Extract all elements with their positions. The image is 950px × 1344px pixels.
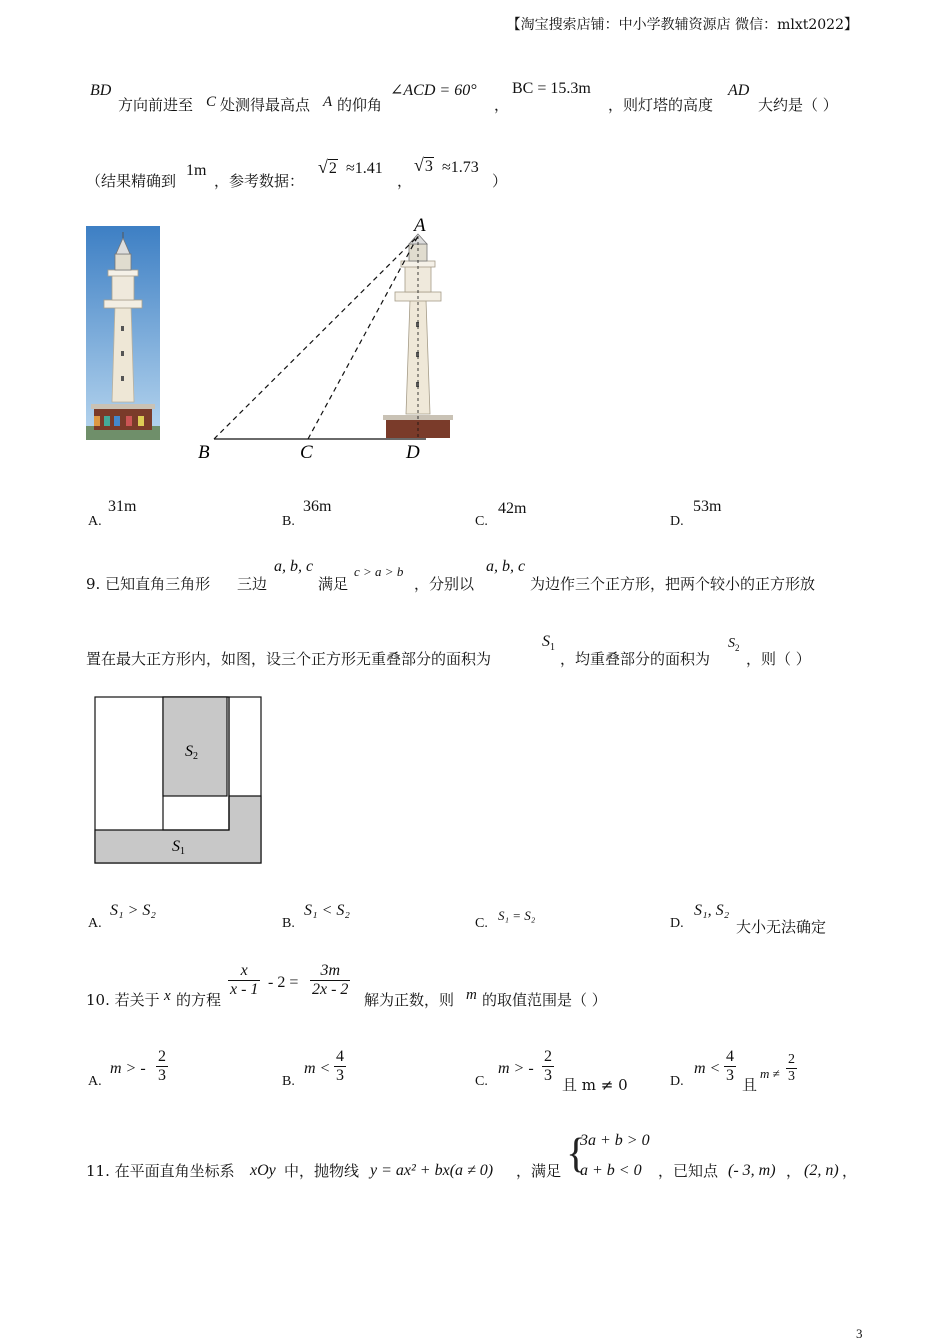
q9-vars: a, b, c xyxy=(274,558,314,575)
q9-option-b-value[interactable]: S₁ < S₂ xyxy=(304,902,350,919)
label-a: A xyxy=(414,215,426,236)
q8-note-unit: 1m xyxy=(186,162,207,179)
q9-vars2: a, b, c xyxy=(486,558,526,575)
sqrt3-expr: √3 xyxy=(414,155,433,175)
q8-text2: 处测得最高点 xyxy=(220,96,311,114)
q9-option-d-suffix[interactable]: 大小无法确定 xyxy=(736,918,827,936)
q10-option-c-label[interactable]: C. xyxy=(475,1074,488,1089)
q9-option-d-label[interactable]: D. xyxy=(670,916,684,931)
q8-note-ref: ，参考数据： xyxy=(214,172,305,190)
q10-option-a-label[interactable]: A. xyxy=(88,1074,102,1089)
label-b: B xyxy=(198,442,210,463)
q8-point-c: C xyxy=(206,94,217,110)
system-brace-icon: { xyxy=(566,1131,587,1177)
q11-point1: (- 3, m) xyxy=(728,1162,776,1179)
q10-option-d-frac[interactable]: $\frac{4}{3}$ xyxy=(726,1048,734,1084)
page-number: 3 xyxy=(856,1326,863,1341)
q9-s2: $S_2$ xyxy=(728,636,740,653)
q10-option-c-frac[interactable]: $\frac{2}{3}$ xyxy=(544,1048,552,1084)
q11-point2: (2, n) xyxy=(804,1162,839,1179)
q8-angle: ∠ACD = 60° xyxy=(390,82,477,99)
sqrt2-expr: √2 xyxy=(318,157,337,177)
q8-ad: AD xyxy=(728,82,750,99)
q11-text1: 中，抛物线 xyxy=(284,1162,360,1180)
squares-figure xyxy=(92,694,266,866)
q10-text2: 解为正数，则 xyxy=(364,991,455,1009)
label-s1: S1 xyxy=(172,838,185,857)
q9-line1-d: ，分别以 xyxy=(414,575,475,593)
q10-option-d-lhs[interactable]: m < xyxy=(694,1060,721,1077)
q8-note-sep: ， xyxy=(397,172,413,190)
q10-option-c-tail[interactable]: 且 m ≠ 0 xyxy=(562,1076,628,1094)
label-s2: S2 xyxy=(185,743,198,762)
sqrt2-value: 2 xyxy=(328,160,337,177)
q9-line2-a: 置在最大正方形内，如图，设三个正方形无重叠部分的面积为 xyxy=(86,650,492,668)
q9-option-c-value[interactable]: S₁ = S₂ xyxy=(498,908,536,923)
q10-option-d-frac2[interactable]: $\frac{2}{3}$ xyxy=(788,1052,795,1084)
q8-text5: 大约是（ ） xyxy=(758,96,838,114)
s2-region xyxy=(163,697,227,796)
q8-option-d-label[interactable]: D. xyxy=(670,514,684,529)
q8-text1: 方向前进至 xyxy=(118,96,194,114)
q9-line1-a: 9. 已知直角三角形 xyxy=(86,575,211,593)
q10-minus2: - 2 = xyxy=(268,974,299,991)
lighthouse-photo xyxy=(86,226,160,440)
q8-bc: BC = 15.3m xyxy=(512,80,591,97)
q9-line2-c: ，则（ ） xyxy=(746,650,811,668)
q10-prefix: 10. 若关于 xyxy=(86,991,160,1009)
q8-option-b-label[interactable]: B. xyxy=(282,514,295,529)
q9-line1-e: 为边作三个正方形，把两个较小的正方形放 xyxy=(530,575,816,593)
q8-seg-bd: BD xyxy=(90,82,112,99)
q8-option-a-label[interactable]: A. xyxy=(88,514,102,529)
lighthouse-figure xyxy=(190,212,460,470)
q10-text3: 的取值范围是（ ） xyxy=(482,991,607,1009)
q10-option-b-frac[interactable]: $\frac{4}{3}$ xyxy=(336,1048,344,1084)
q9-option-a-value[interactable]: S₁ > S₂ xyxy=(110,902,156,919)
q10-frac2-den: 2x - 2 xyxy=(312,981,349,998)
sqrt2-approx: ≈1.41 xyxy=(346,160,383,177)
q11-ineq2: a + b < 0 xyxy=(580,1162,642,1179)
q10-text1: 的方程 xyxy=(176,991,222,1009)
q10-fraction-1 xyxy=(228,962,260,999)
page-header: 【淘宝搜索店铺：中小学教辅资源店 微信：mlxt2022】 xyxy=(506,17,858,33)
q10-var-x: x xyxy=(164,988,171,1004)
q8-comma: ， xyxy=(494,96,510,114)
q9-line1-b: 三边 xyxy=(237,575,268,593)
q8-option-a-value[interactable]: 31m xyxy=(108,498,137,515)
q8-text4: ，则灯塔的高度 xyxy=(608,96,714,114)
q10-option-a-lhs[interactable]: m > - xyxy=(110,1060,146,1077)
q9-option-c-label[interactable]: C. xyxy=(475,916,488,931)
q10-option-c-lhs[interactable]: m > - xyxy=(498,1060,534,1077)
q9-s1: $S_1$ xyxy=(542,633,555,654)
q11-parabola: y = ax² + bx(a ≠ 0) xyxy=(370,1162,494,1179)
q9-option-b-label[interactable]: B. xyxy=(282,916,295,931)
q11-xoy: xOy xyxy=(250,1162,276,1179)
q9-condition: c > a > b xyxy=(354,564,404,579)
q10-option-d-label[interactable]: D. xyxy=(670,1074,684,1089)
q11-text2: ，满足 xyxy=(516,1162,562,1180)
sight-line-ba xyxy=(214,236,418,439)
q8-note-close: ） xyxy=(492,172,508,190)
q8-option-b-value[interactable]: 36m xyxy=(303,498,332,515)
q11-ineq1: 3a + b > 0 xyxy=(580,1132,650,1149)
label-c: C xyxy=(300,442,313,463)
q11-sep: ， xyxy=(786,1162,802,1180)
q10-fraction-2 xyxy=(310,962,350,999)
label-d: D xyxy=(406,442,420,463)
q10-frac1-den: x - 1 xyxy=(230,981,259,998)
q9-option-d-value[interactable]: S₁, S₂ xyxy=(694,902,730,919)
q10-var-m: m xyxy=(466,987,477,1003)
q9-line1-c: 满足 xyxy=(318,575,349,593)
q10-option-b-label[interactable]: B. xyxy=(282,1074,295,1089)
q10-option-d-lhs2[interactable]: m ≠ xyxy=(760,1066,780,1081)
q10-frac2-num: 3m xyxy=(310,962,350,981)
q9-option-a-label[interactable]: A. xyxy=(88,916,102,931)
sqrt3-value: 3 xyxy=(424,158,433,175)
q8-note-open: （结果精确到 xyxy=(86,172,177,190)
q10-option-b-lhs[interactable]: m < xyxy=(304,1060,331,1077)
q10-frac1-num: x xyxy=(228,962,260,981)
q8-option-c-value[interactable]: 42m xyxy=(498,500,527,517)
q9-line2-b: ，均重叠部分的面积为 xyxy=(560,650,711,668)
q10-option-d-mid[interactable]: 且 xyxy=(742,1076,758,1094)
q11-text3: ，已知点 xyxy=(658,1162,719,1180)
q8-point-a: A xyxy=(323,94,333,110)
q8-text3: 的仰角 xyxy=(337,96,383,114)
q8-option-c-label[interactable]: C. xyxy=(475,514,488,529)
q11-tail: ， xyxy=(842,1162,858,1180)
q11-prefix: 11. 在平面直角坐标系 xyxy=(86,1162,235,1180)
q10-option-a-frac[interactable]: $\frac{2}{3}$ xyxy=(158,1048,166,1084)
figure-lighthouse xyxy=(383,234,453,438)
sqrt3-approx: ≈1.73 xyxy=(442,159,479,176)
q8-option-d-value[interactable]: 53m xyxy=(693,498,722,515)
